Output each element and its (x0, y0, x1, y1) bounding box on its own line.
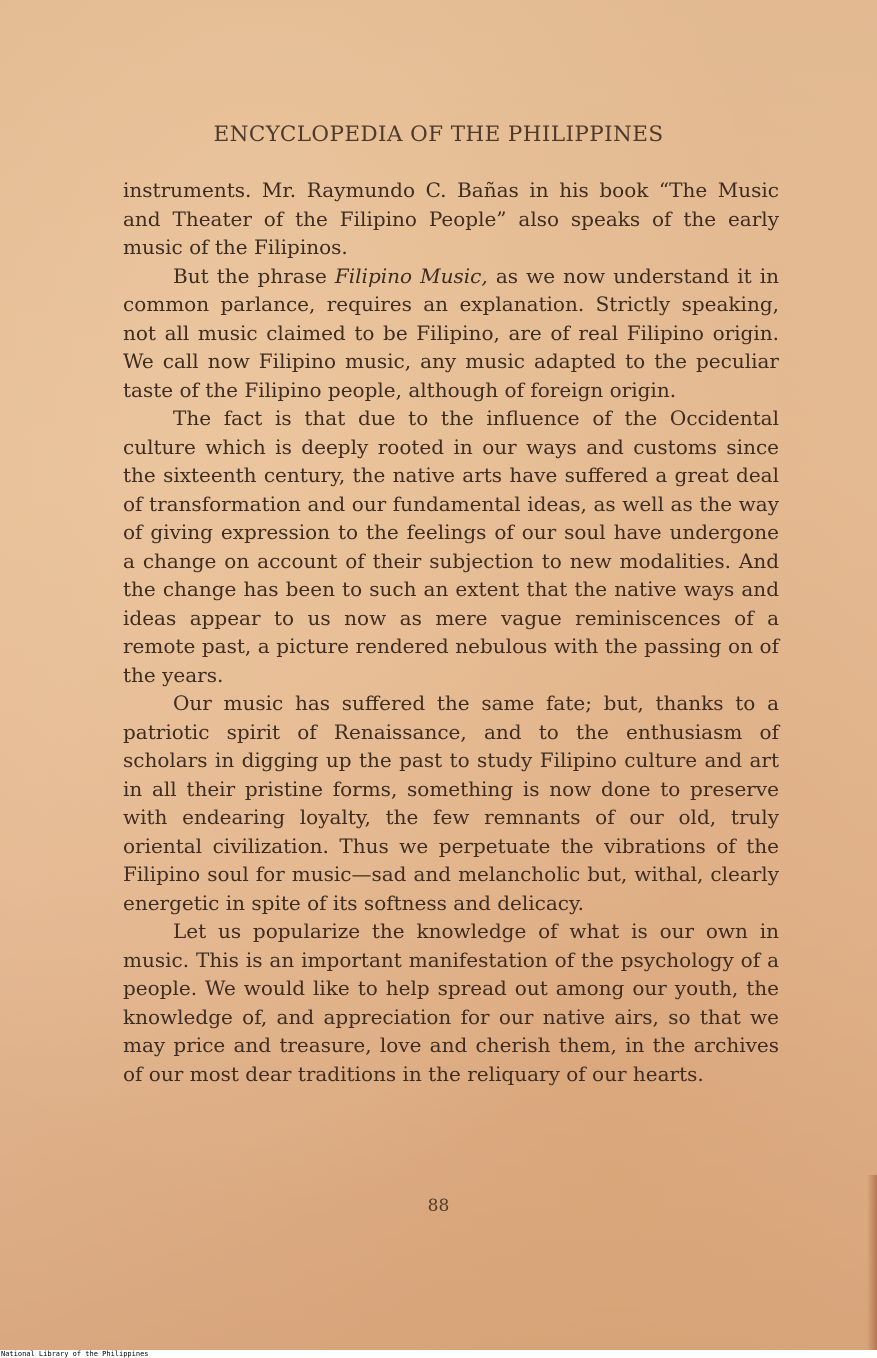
paragraph-2 (123, 262, 779, 405)
page-edge-shadow (867, 1175, 877, 1350)
paragraph-1: instruments. Mr. Raymundo C. Bañas in his book “The Music and Theater of the Filipino People” also speaks of the early music of the Filipinos. (123, 178, 779, 259)
paragraph-5: Let us popularize the knowledge of what is our own in music. This is an important manifestation of the psychology of a people. We would like to help spread out among our youth, the knowledge of, and appreciation for our native airs, so that we may price and treasure, love and cherish them, in the archives of our most dear traditions in the reliquary of our hearts. (123, 919, 779, 1086)
paragraph-3: The fact is that due to the influence of the Occidental culture which is deeply rooted in our ways and customs since the sixteenth century, the native arts have suffered a great deal of transformation and our fundamental ideas, as well as the way of giving expression to the feelings of our soul have undergone a change on account of their subjection to new modalities. And the change has been to such an extent that the native ways and ideas appear to us now as mere vague reminiscences of a remote past, a picture rendered nebulous with the passing on of the years. (123, 406, 779, 687)
paragraph-4: Our music has suffered the same fate; but, thanks to a patriotic spirit of Renaissance, and to the enthusiasm of scholars in digging up the past to study Filipino culture and art in all their pristine forms, something is now done to preserve with endearing loyalty, the few remnants of our old, truly oriental civilization. Thus we perpetuate the vibrations of the Filipino soul for music—sad and melancholic but, withal, clearly energetic in spite of its softness and delicacy. (123, 691, 779, 915)
filipino-music-phrase: Filipino Music, (334, 263, 488, 288)
paragraph-2-rest: as we now understand it in common parlance, requires an explanation. Strictly speaking, not all music claimed to be Filipino, are of real Filipino origin. We call now Filipino music, any music adapted to the peculiar taste of the Filipino people, although of foreign origin. (123, 263, 779, 402)
page-number: 88 (427, 1196, 450, 1216)
running-head: ENCYCLOPEDIA OF THE PHILIPPINES (213, 122, 664, 147)
library-credit: National Library of the Philippines (1, 1350, 149, 1358)
paragraph-2-lead: But the phrase (173, 263, 335, 288)
body-text (123, 176, 779, 1088)
